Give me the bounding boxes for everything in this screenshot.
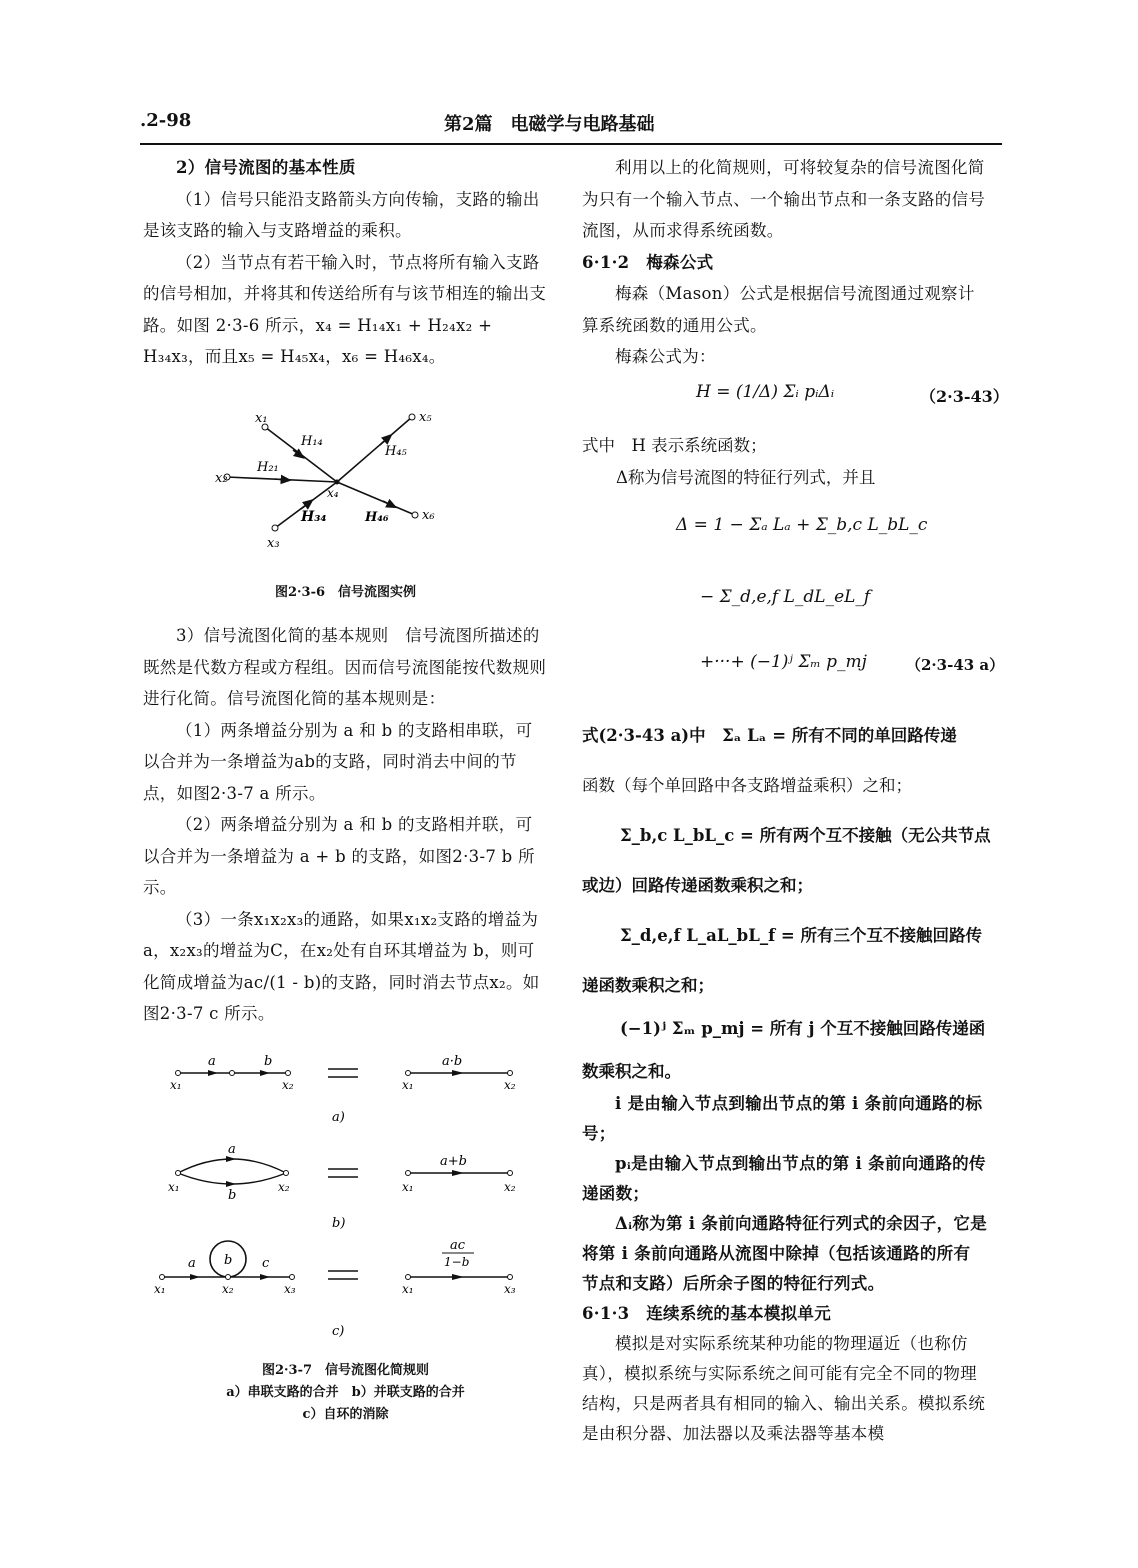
label-h34: H₃₄	[301, 509, 327, 525]
definition-line: 递函数乘积之和；	[582, 976, 714, 995]
paragraph: 模拟是对实际系统某种功能的物理逼近（也称仿真），模拟系统与实际系统之间可能有完全不同的物理结构，只是两者具有相同的输入、输出关系。模拟系统是由积分器、加法器以及乘法器等基本模	[582, 1334, 986, 1443]
fig7b-label: x₂	[278, 1180, 290, 1194]
equation-delta-line1: Δ = 1 − Σₐ Lₐ + Σ_b,c L_bL_c	[676, 515, 928, 535]
paragraph: pᵢ是由输入节点到输出节点的第 i 条前向通路的传递函数；	[582, 1154, 986, 1203]
label-x1: x₁	[255, 411, 268, 426]
paragraph: （2）当节点有若干输入时，节点将所有输入支路的信号相加，并将其和传送给所有与该节相连的输出支路。如图 2·3-6 所示，x₄ = H₁₄x₁ + H₂₄x₂ + H₃₄x₃，而且x₅ = H₄₅x₄，x₆ = H₄₆x₄。	[143, 252, 547, 366]
page-header-title: 第2篇 电磁学与电路基础	[444, 114, 655, 135]
equation-delta-line2: − Σ_d,e,f L_dL_eL_f	[700, 587, 871, 607]
fig7c-label: b	[224, 1253, 233, 1268]
paragraph: i 是由输入节点到输出节点的第 i 条前向通路的标号；	[582, 1094, 983, 1143]
paragraph: （1）信号只能沿支路箭头方向传输，支路的输出是该支路的输入与支路增益的乘积。	[143, 189, 540, 240]
definition-line: Σ_b,c L_bL_c = 所有两个互不接触（无公共节点	[620, 826, 991, 845]
paragraph: 利用以上的化简规则，可将较复杂的信号流图化简为只有一个输入节点、一个输出节点和一条支路的信号流图，从而求得系统函数。	[582, 158, 986, 240]
fig7a-label: x₂	[504, 1078, 516, 1092]
definition-line: 式(2·3-43 a)中 Σₐ Lₐ = 所有不同的单回路传递	[582, 726, 957, 745]
equation-mason: H = (1/Δ) Σᵢ pᵢΔᵢ	[696, 382, 835, 402]
fig7c-label: x₂	[222, 1282, 234, 1296]
fig7-subcaption-c: c)	[332, 1324, 345, 1339]
caption-title: 图2·3-7 信号流图化简规则	[261, 1363, 430, 1378]
label-x2: x₂	[215, 471, 228, 486]
node-x5	[409, 414, 415, 420]
label-h46: H₄₆	[365, 510, 389, 525]
node-x6	[412, 512, 418, 518]
fig7-subcaption-a: a)	[332, 1110, 345, 1125]
fig7c-label: 1−b	[444, 1255, 470, 1269]
definition-line: 或边）回路传递函数乘积之和；	[582, 876, 813, 895]
paragraph: （3）一条x₁x₂x₃的通路，如果x₁x₂支路的增益为 a，x₂x₃的增益为C，在x₂处有自环其增益为 b，则可化简成增益为ac/(1 - b)的支路，同时消去节点x₂。如图2·3-7 c 所示。	[143, 909, 540, 1023]
fig7b-label: a	[228, 1142, 236, 1157]
fig7c-label: ac	[450, 1238, 466, 1253]
fig7a-label: x₂	[282, 1078, 294, 1092]
left-column-lower	[143, 620, 548, 1030]
fig7b-label: x₁	[168, 1180, 180, 1194]
page-number: .2-98	[140, 110, 192, 131]
figure-caption: 图2·3-6 信号流图实例	[274, 585, 417, 600]
fig7c-label: x₁	[154, 1282, 166, 1296]
label-x6: x₆	[422, 508, 435, 523]
equation-number: （2·3-43）	[920, 387, 1009, 406]
figure-simplification-rules	[154, 1045, 540, 1345]
section-heading-mason: 6·1·2 梅森公式	[582, 252, 714, 272]
caption-line: c）自环的消除	[302, 1407, 389, 1422]
equation-delta-line3: +···+ (−1)ʲ Σₘ p_mj	[700, 652, 867, 672]
header-rule	[140, 143, 1002, 145]
right-column-lower	[582, 1089, 987, 1449]
definition-line: Δ称为信号流图的特征行列式，并且	[616, 468, 876, 487]
label-x4: x₄	[327, 486, 339, 500]
fig7a-label: x₁	[170, 1078, 182, 1092]
fig7a-label: a·b	[442, 1054, 463, 1069]
section-heading-simulation: 6·1·3 连续系统的基本模拟单元	[582, 1304, 832, 1323]
fig7b-label: x₁	[402, 1180, 414, 1194]
paragraph: 梅森公式为：	[615, 347, 716, 366]
label-x5: x₅	[419, 410, 432, 425]
definition-line: 式中 H 表示系统函数；	[582, 436, 767, 455]
fig7a-label: a	[208, 1054, 216, 1069]
paragraph: Δᵢ称为第 i 条前向通路特征行列式的余因子，它是将第 i 条前向通路从流图中除掉（包括该通路的所有节点和支路）后所余子图的特征行列式。	[582, 1214, 988, 1293]
fig7c-label: x₃	[284, 1282, 296, 1296]
figure-signal-flow-example	[215, 395, 465, 555]
right-column	[582, 152, 987, 373]
fig7b-label: x₂	[504, 1180, 516, 1194]
equation-number: （2·3-43 a）	[906, 656, 1005, 674]
definition-line: (−1)ʲ Σₘ p_mj = 所有 j 个互不接触回路传递函	[620, 1019, 986, 1038]
fig7a-label: x₁	[402, 1078, 414, 1092]
definition-line: 数乘积之和。	[582, 1062, 681, 1081]
fig7c-label: c	[262, 1256, 270, 1271]
fig7a-label: b	[264, 1054, 273, 1069]
paragraph: （2）两条增益分别为 a 和 b 的支路相并联，可以合并为一条增益为 a + b 的支路，如图2·3-7 b 所示。	[143, 815, 535, 897]
label-x3: x₃	[267, 536, 280, 551]
fig7c-label: x₃	[504, 1282, 516, 1296]
figure-caption	[143, 1360, 548, 1426]
label-h45: H₄₅	[385, 444, 407, 459]
fig7c-label: a	[188, 1256, 196, 1271]
section-title-properties: 2）信号流图的基本性质	[176, 158, 356, 177]
node-x3	[272, 525, 278, 531]
paragraph: 3）信号流图化简的基本规则 信号流图所描述的既然是代数方程或方程组。因而信号流图能按代数规则进行化简。信号流图化简的基本规则是：	[143, 626, 547, 708]
paragraph: （1）两条增益分别为 a 和 b 的支路相串联，可以合并为一条增益为ab的支路，同时消去中间的节点，如图2·3-7 a 所示。	[143, 720, 533, 803]
fig7c-label: x₁	[402, 1282, 414, 1296]
paragraph: 梅森（Mason）公式是根据信号流图通过观察计算系统函数的通用公式。	[582, 284, 975, 335]
caption-line: a）串联支路的合并 b）并联支路的合并	[226, 1385, 465, 1400]
label-h14: H₁₄	[301, 434, 323, 449]
left-column	[143, 152, 548, 373]
fig7-subcaption-b: b)	[332, 1216, 346, 1231]
definition-line: 函数（每个单回路中各支路增益乘积）之和；	[582, 776, 912, 795]
label-h21: H₂₁	[257, 460, 279, 475]
fig7b-label: a+b	[440, 1154, 467, 1169]
node-x4	[335, 480, 340, 485]
definition-line: Σ_d,e,f L_aL_bL_f = 所有三个互不接触回路传	[620, 926, 982, 945]
fig7b-label: b	[228, 1188, 237, 1203]
